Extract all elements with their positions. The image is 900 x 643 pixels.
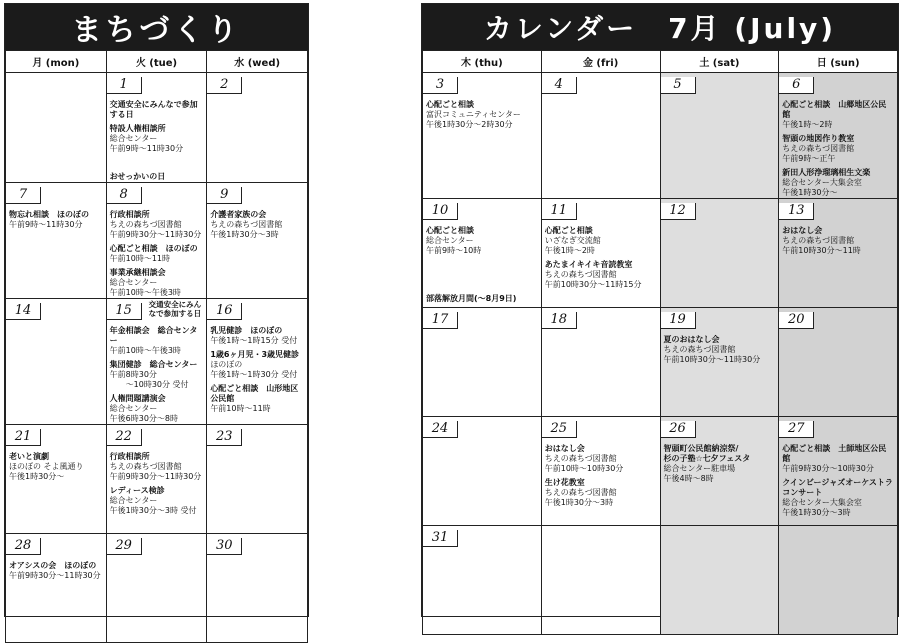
event-item xyxy=(210,210,304,240)
left-title: まちづくり xyxy=(5,4,308,50)
day-cell xyxy=(660,526,779,635)
event-item xyxy=(545,226,657,256)
event-detail: 総合センター大集会室 xyxy=(782,178,862,187)
day-number: 11 xyxy=(542,203,577,220)
event-detail: 総合センター xyxy=(109,134,158,143)
day-cell xyxy=(106,73,207,183)
day-cell xyxy=(6,299,107,425)
event-detail: 総合センター大集会室 xyxy=(782,498,862,507)
event-detail: ～10時30分 受付 xyxy=(109,380,189,389)
day-cell xyxy=(106,534,207,643)
event-detail: 午後1時～1時15分 受付 xyxy=(210,336,298,345)
day-cell xyxy=(423,526,542,635)
day-cell xyxy=(6,425,107,534)
event-list xyxy=(6,320,106,322)
event-list xyxy=(207,446,307,448)
event-title: 事業承継相談会 xyxy=(109,268,166,277)
event-detail: 総合センター xyxy=(109,278,158,287)
event-item xyxy=(782,100,894,130)
event-detail: ほのぼの xyxy=(210,360,243,369)
event-item xyxy=(782,168,894,198)
day-cell xyxy=(423,199,542,308)
event-item xyxy=(210,326,304,346)
right-title: カレンダー 7月 (July) xyxy=(422,4,898,50)
weekday-header: 月 (mon) xyxy=(6,51,107,73)
event-list xyxy=(779,94,897,198)
event-item xyxy=(545,444,657,474)
day-cell xyxy=(660,308,779,417)
event-list xyxy=(423,547,541,549)
event-detail: ちえの森ちづ図書館 xyxy=(109,220,182,229)
event-title: 交通安全にみんなで参加する日 xyxy=(109,100,198,119)
day-number: 15 xyxy=(107,303,142,320)
week-row xyxy=(423,73,898,199)
event-item xyxy=(110,326,204,356)
event-item xyxy=(9,452,103,482)
event-list xyxy=(207,320,307,414)
event-item xyxy=(664,335,776,365)
event-detail: ちえの森ちづ図書館 xyxy=(663,345,736,354)
day-number: 21 xyxy=(6,429,41,446)
event-list xyxy=(779,329,897,331)
event-list xyxy=(207,204,307,240)
event-title: 人権問題講演会 xyxy=(109,394,166,403)
day-cell xyxy=(6,183,107,299)
event-detail: いざなぎ交流館 xyxy=(544,236,601,245)
day-number: 31 xyxy=(423,530,458,547)
month-note: 部落解放月間(～8月9日) xyxy=(426,294,517,303)
day-number: 26 xyxy=(661,421,696,438)
week-row xyxy=(423,417,898,526)
event-list xyxy=(107,204,207,298)
event-detail: ちえの森ちづ図書館 xyxy=(210,220,283,229)
event-list xyxy=(207,94,307,96)
day-cell xyxy=(423,308,542,417)
day-number: 20 xyxy=(779,312,814,329)
day-cell xyxy=(423,417,542,526)
event-item xyxy=(782,478,894,518)
event-detail: ちえの森ちづ図書館 xyxy=(782,144,855,153)
day-number: 8 xyxy=(107,187,142,204)
event-title: クインビージャズオーケストラ xyxy=(782,478,893,487)
event-detail: 午前9時30分～10時30分 xyxy=(782,464,874,473)
event-title: 心配ごと相談 土師地区公民館 xyxy=(782,444,887,463)
day-cell xyxy=(207,183,308,299)
day-cell xyxy=(106,299,207,425)
event-detail: 午前10時～午後3時 xyxy=(109,288,181,297)
event-title: 心配ごと相談 山郷地区公民館 xyxy=(782,100,887,119)
event-item xyxy=(110,100,204,120)
day-number: 18 xyxy=(542,312,577,329)
event-detail: 杉の子塾☆七夕フェスタ xyxy=(663,454,751,463)
event-detail: 総合センター xyxy=(109,404,158,413)
event-list xyxy=(661,438,779,484)
event-list xyxy=(661,329,779,365)
day-cell xyxy=(779,526,898,635)
event-item xyxy=(782,134,894,164)
event-title: 集団健診 総合センター xyxy=(109,360,198,369)
event-title: 行政相談所 xyxy=(109,452,150,461)
day-number: 7 xyxy=(6,187,41,204)
event-detail: 午後1時30分～3時 xyxy=(782,508,851,517)
event-list xyxy=(107,320,207,424)
event-detail: ちえの森ちづ図書館 xyxy=(782,236,855,245)
weekday-header: 火 (tue) xyxy=(106,51,207,73)
event-item xyxy=(110,172,204,182)
calendar-left-panel xyxy=(4,3,309,617)
day-cell xyxy=(541,526,660,635)
event-detail: 総合センター xyxy=(426,236,474,245)
event-list xyxy=(779,220,897,256)
day-cell xyxy=(660,417,779,526)
day-number: 30 xyxy=(207,538,242,555)
event-detail: 午前9時～11時30分 xyxy=(9,220,83,229)
day-number: 13 xyxy=(779,203,814,220)
event-title: 介護者家族の会 xyxy=(210,210,267,219)
event-detail: ちえの森ちづ図書館 xyxy=(109,462,182,471)
event-detail: 午前10時～10時30分 xyxy=(544,464,624,473)
day-note: 交通安全にみんなで参加する日 xyxy=(148,300,202,318)
event-item xyxy=(545,478,657,508)
event-list xyxy=(423,220,541,256)
day-number: 16 xyxy=(207,303,242,320)
event-detail: 午後1時30分～3時 xyxy=(544,498,614,507)
event-list xyxy=(661,220,779,222)
event-title: 乳児健診 ほのぼの xyxy=(210,326,283,335)
day-cell xyxy=(423,73,542,199)
event-list xyxy=(207,555,307,557)
day-cell xyxy=(779,308,898,417)
event-detail: ほのぼの そよ風通り xyxy=(9,462,84,471)
event-detail: 午前9時30分～11時30分 xyxy=(109,230,202,239)
event-title: 心配ごと相談 xyxy=(426,100,474,109)
event-title: 行政相談所 xyxy=(109,210,150,219)
event-title: 老いと演劇 xyxy=(9,452,49,461)
event-list xyxy=(6,204,106,230)
event-detail: 午後6時30分～8時 xyxy=(109,414,179,423)
event-list xyxy=(542,438,660,508)
event-item xyxy=(9,561,103,581)
event-item xyxy=(664,444,776,484)
day-cell xyxy=(6,73,107,183)
day-cell xyxy=(541,308,660,417)
event-detail: 午後1時30分～ xyxy=(9,472,65,481)
day-number: 24 xyxy=(423,421,458,438)
event-title: オアシスの会 ほのぼの xyxy=(9,561,97,570)
day-number: 4 xyxy=(542,77,577,94)
weekday-header: 木 (thu) xyxy=(423,51,542,73)
event-detail: 午前10時～11時 xyxy=(109,254,171,263)
event-item xyxy=(110,244,204,264)
day-number: 6 xyxy=(779,77,814,94)
event-detail: 午前10時30分～11時 xyxy=(782,246,861,255)
day-number: 27 xyxy=(779,421,814,438)
event-detail: 総合センター xyxy=(109,496,158,505)
event-list xyxy=(661,94,779,96)
day-cell xyxy=(6,534,107,643)
day-cell xyxy=(207,534,308,643)
day-cell xyxy=(106,425,207,534)
week-row xyxy=(6,425,308,534)
day-cell xyxy=(779,417,898,526)
event-title: 物忘れ相談 ほのぼの xyxy=(9,210,89,219)
event-title: 心配ごと相談 山形地区公民館 xyxy=(210,384,299,403)
event-item xyxy=(426,100,538,130)
event-title: 心配ごと相談 xyxy=(544,226,593,235)
day-cell xyxy=(660,199,779,308)
week-row xyxy=(6,183,308,299)
event-detail: 午後1時30分～2時30分 xyxy=(426,120,513,129)
event-title: 生け花教室 xyxy=(544,478,585,487)
event-item xyxy=(110,268,204,298)
event-list xyxy=(542,220,660,290)
event-item xyxy=(9,210,103,230)
event-item xyxy=(110,210,204,240)
day-cell xyxy=(541,417,660,526)
event-item xyxy=(782,226,894,256)
event-detail: 午後1時～2時 xyxy=(782,120,833,129)
day-number: 10 xyxy=(423,203,458,220)
event-title: 心配ごと相談 ほのぼの xyxy=(109,244,198,253)
calendar-right-panel xyxy=(421,3,899,617)
weekday-header: 金 (fri) xyxy=(541,51,660,73)
event-detail: 午前8時30分 xyxy=(109,370,157,379)
event-title: 特設人権相談所 xyxy=(109,124,166,133)
event-item xyxy=(782,444,894,474)
day-number: 12 xyxy=(661,203,696,220)
event-list xyxy=(6,446,106,482)
event-item xyxy=(110,452,204,482)
event-title: 年金相談会 総合センター xyxy=(109,326,198,345)
day-number: 22 xyxy=(107,429,142,446)
event-detail: 午後1時～2時 xyxy=(544,246,595,255)
day-cell xyxy=(207,425,308,534)
event-title: 夏のおはなし会 xyxy=(663,335,720,344)
event-title: 智頭の地図作り教室 xyxy=(782,134,855,143)
event-list xyxy=(423,438,541,440)
week-row xyxy=(6,73,308,183)
event-detail: コンサート xyxy=(782,488,823,497)
day-cell xyxy=(660,73,779,199)
week-row xyxy=(423,526,898,635)
event-item xyxy=(426,226,538,256)
event-detail: 午前9時～11時30分 xyxy=(109,144,184,153)
event-detail: 午後4時～8時 xyxy=(663,474,714,483)
day-number: 3 xyxy=(423,77,458,94)
event-list xyxy=(542,94,660,96)
event-detail: 総合センター駐車場 xyxy=(663,464,736,473)
event-title: 心配ごと相談 xyxy=(426,226,474,235)
event-item xyxy=(110,360,204,390)
day-cell xyxy=(207,73,308,183)
event-detail: 午後1時30分～3時 受付 xyxy=(109,506,197,515)
event-detail: 午前10時～11時 xyxy=(210,404,271,413)
event-item xyxy=(110,394,204,424)
event-title: 智頭町公民館納涼祭/ xyxy=(663,444,739,453)
event-detail: 午前9時30分～11時30分 xyxy=(9,571,101,580)
day-cell xyxy=(541,199,660,308)
event-detail: 午後1時30分～ xyxy=(782,188,838,197)
event-detail: ちえの森ちづ図書館 xyxy=(544,488,617,497)
day-number: 14 xyxy=(6,303,41,320)
day-number: 17 xyxy=(423,312,458,329)
day-cell xyxy=(779,199,898,308)
day-number: 9 xyxy=(207,187,242,204)
day-number: 29 xyxy=(107,538,142,555)
event-detail: 午前10時30分～11時15分 xyxy=(544,280,642,289)
week-row xyxy=(6,534,308,643)
weekday-header: 土 (sat) xyxy=(660,51,779,73)
day-cell xyxy=(106,183,207,299)
week-row xyxy=(423,308,898,417)
event-detail: 午前10時30分～11時30分 xyxy=(663,355,761,364)
event-title: 1歳6ヶ月児・3歳児健診 xyxy=(210,350,300,359)
day-number: 25 xyxy=(542,421,577,438)
event-list xyxy=(6,555,106,581)
week-row xyxy=(423,199,898,308)
event-list xyxy=(779,438,897,518)
week-row xyxy=(6,299,308,425)
weekday-header: 日 (sun) xyxy=(779,51,898,73)
event-detail: 午後1時～1時30分 受付 xyxy=(210,370,298,379)
day-cell xyxy=(541,73,660,199)
event-list xyxy=(107,446,207,516)
event-title: おはなし会 xyxy=(782,226,823,235)
day-number: 28 xyxy=(6,538,41,555)
event-list xyxy=(423,329,541,331)
event-title: おせっかいの日 xyxy=(109,172,166,181)
day-cell xyxy=(779,73,898,199)
event-detail: 午前10時～午後3時 xyxy=(109,346,181,355)
event-detail: ちえの森ちづ図書館 xyxy=(544,454,617,463)
right-calendar-grid xyxy=(422,50,898,635)
event-item xyxy=(110,158,204,168)
event-detail: ちえの森ちづ図書館 xyxy=(544,270,617,279)
left-calendar-grid xyxy=(5,50,308,643)
event-item xyxy=(110,486,204,516)
event-detail: 午前9時30分～11時30分 xyxy=(109,472,202,481)
event-detail: 午後1時30分～3時 xyxy=(210,230,279,239)
event-list xyxy=(107,555,207,557)
event-list xyxy=(542,329,660,331)
event-title: あたまイキイキ音読教室 xyxy=(544,260,633,269)
event-detail: 午前9時～正午 xyxy=(782,154,836,163)
weekday-header: 水 (wed) xyxy=(207,51,308,73)
day-number: 19 xyxy=(661,312,696,329)
day-number: 2 xyxy=(207,77,242,94)
event-detail xyxy=(110,158,204,168)
day-number: 1 xyxy=(107,77,142,94)
event-detail: 富沢コミュニティセンター xyxy=(426,110,521,119)
event-list xyxy=(423,94,541,130)
event-item xyxy=(210,384,304,414)
event-item xyxy=(210,350,304,380)
day-number: 5 xyxy=(661,77,696,94)
event-item xyxy=(110,124,204,154)
event-title: 新田人形浄瑠璃相生文楽 xyxy=(782,168,871,177)
event-title: レディース検診 xyxy=(109,486,165,495)
event-list xyxy=(107,94,207,182)
day-cell xyxy=(207,299,308,425)
event-detail: 午前9時～10時 xyxy=(426,246,482,255)
day-number: 23 xyxy=(207,429,242,446)
event-title: おはなし会 xyxy=(544,444,585,453)
event-item xyxy=(545,260,657,290)
